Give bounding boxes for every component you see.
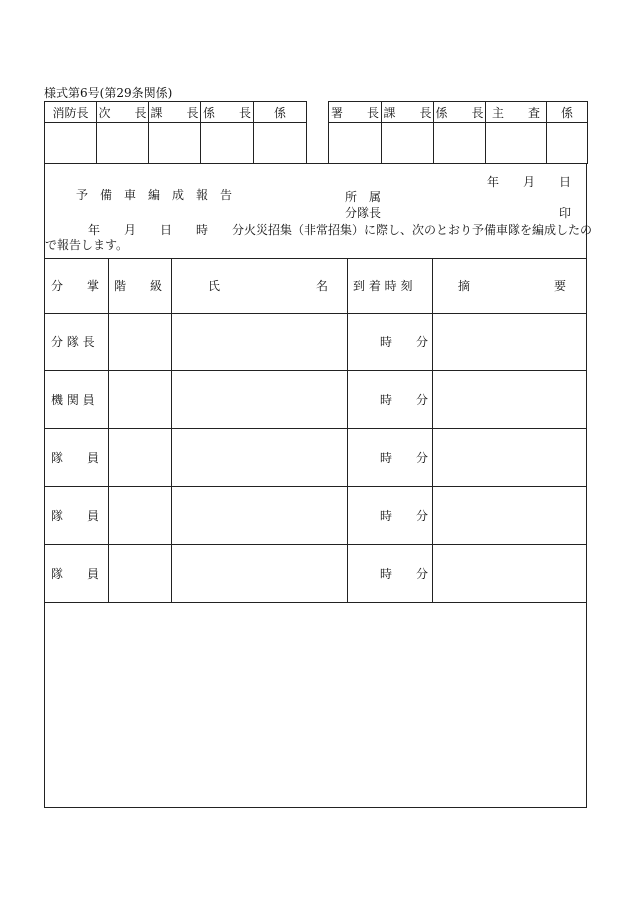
affiliation-label: 所 属 [345,190,382,204]
approval-stamp-box[interactable] [97,123,149,164]
approval-table-right [328,101,588,164]
approval-header-staff: 係 [254,102,307,123]
approval-header-subsection-chief: 係 長 [434,102,486,123]
squad-leader-label: 分隊長 [345,206,382,220]
column-header-label: 分 掌 [51,279,100,293]
form-number: 様式第6号(第29条関係) [44,86,173,100]
approval-header-fire-chief: 消防長 [45,102,97,123]
approval-stamp-box[interactable] [201,123,254,164]
column-header-rank: 階 級 [114,279,163,293]
row-arrival-time[interactable]: 時 分 [380,392,429,407]
approval-table-left [44,101,307,164]
approval-stamp-box[interactable] [45,123,97,164]
column-header-duty [51,258,103,313]
approval-stamp-box[interactable] [254,123,307,164]
divider [45,428,586,429]
divider [347,258,348,602]
report-body-line-1: 年 月 日 時 分火災招集（非常招集）に際し、次のとおり予備車隊を編成したの [88,223,593,237]
divider [45,313,586,314]
divider [45,486,586,487]
notes-area[interactable] [45,602,586,808]
column-header-name: 氏 名 [208,279,329,293]
approval-header-station-chief: 署 長 [329,102,382,123]
approval-stamp-box[interactable] [382,123,434,164]
approval-header-staff: 係 [547,102,588,123]
approval-stamp-box[interactable] [149,123,201,164]
report-body-line-2: で報告します。 [45,238,129,252]
row-role: 隊 員 [51,566,100,581]
report-title: 予 備 車 編 成 報 告 [76,188,233,202]
row-role: 機 関 員 [51,392,95,407]
approval-header-chief-inspector: 主 査 [486,102,547,123]
report-frame [44,163,593,808]
column-header-arrival-time: 到 着 時 刻 [353,279,413,293]
report-date[interactable]: 年 月 日 [487,175,572,189]
approval-stamp-box[interactable] [486,123,547,164]
row-arrival-time[interactable]: 時 分 [380,566,429,581]
row-role: 隊 員 [51,450,100,465]
approval-stamp-box[interactable] [329,123,382,164]
approval-header-section-chief: 課 長 [149,102,201,123]
row-arrival-time[interactable]: 時 分 [380,335,429,349]
column-header-remarks: 摘 要 [458,279,567,293]
seal-mark: 印 [559,206,572,220]
approval-header-deputy: 次 長 [97,102,149,123]
approval-stamp-box[interactable] [547,123,588,164]
divider [45,544,586,545]
divider [171,258,172,602]
row-arrival-time[interactable]: 時 分 [380,450,429,465]
row-arrival-time[interactable]: 時 分 [380,508,429,523]
approval-header-subsection-chief: 係 長 [201,102,254,123]
approval-stamp-box[interactable] [434,123,486,164]
row-role: 隊 員 [51,508,100,523]
divider [432,258,433,602]
approval-header-section-chief: 課 長 [382,102,434,123]
divider [108,258,109,602]
divider [45,370,586,371]
row-role: 分 隊 長 [51,335,95,349]
